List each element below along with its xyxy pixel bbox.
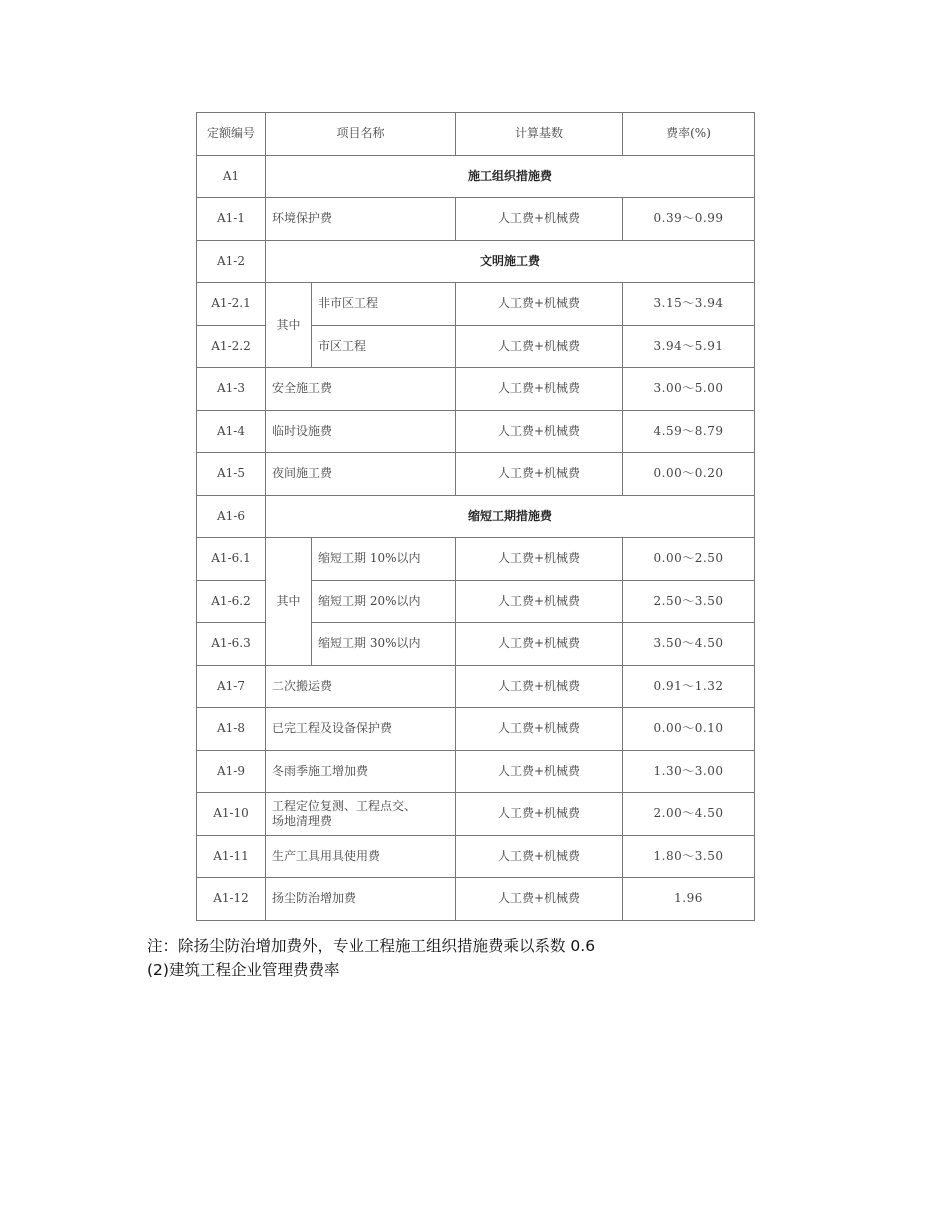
table-header-row bbox=[197, 113, 755, 156]
row-name: 缩短工期 30%以内 bbox=[312, 623, 456, 666]
row-base: 人工费+机械费 bbox=[456, 368, 623, 411]
table-row bbox=[197, 665, 755, 708]
row-name: 缩短工期 20%以内 bbox=[312, 580, 456, 623]
row-rate: 3.00～5.00 bbox=[623, 368, 755, 411]
notes-block bbox=[147, 934, 595, 982]
row-base: 人工费+机械费 bbox=[456, 538, 623, 581]
row-name bbox=[266, 793, 456, 836]
row-rate: 2.50～3.50 bbox=[623, 580, 755, 623]
row-name: 已完工程及设备保护费 bbox=[266, 708, 456, 751]
row-code: A1-6.3 bbox=[197, 623, 266, 666]
row-name: 夜间施工费 bbox=[266, 453, 456, 496]
row-base: 人工费+机械费 bbox=[456, 793, 623, 836]
row-rate: 0.91～1.32 bbox=[623, 665, 755, 708]
table-row bbox=[197, 283, 755, 326]
row-rate: 0.39～0.99 bbox=[623, 198, 755, 241]
row-name: 临时设施费 bbox=[266, 410, 456, 453]
row-base: 人工费+机械费 bbox=[456, 453, 623, 496]
table-row bbox=[197, 835, 755, 878]
row-base: 人工费+机械费 bbox=[456, 325, 623, 368]
row-base: 人工费+机械费 bbox=[456, 623, 623, 666]
note-line: 注：除扬尘防治增加费外，专业工程施工组织措施费乘以系数 0.6 bbox=[147, 937, 596, 955]
qizhong-label: 其中 bbox=[266, 538, 312, 666]
section-title: 施工组织措施费 bbox=[266, 155, 755, 198]
row-name-line: 工程定位复测、工程点交、 bbox=[272, 798, 417, 813]
row-base: 人工费+机械费 bbox=[456, 198, 623, 241]
table-row bbox=[197, 878, 755, 921]
table-row bbox=[197, 538, 755, 581]
section-title: 缩短工期措施费 bbox=[266, 495, 755, 538]
row-code: A1-8 bbox=[197, 708, 266, 751]
fee-rate-table-container bbox=[196, 112, 754, 927]
table-row bbox=[197, 368, 755, 411]
row-code: A1-1 bbox=[197, 198, 266, 241]
row-code: A1-2.1 bbox=[197, 283, 266, 326]
section-heading: (2)建筑工程企业管理费费率 bbox=[147, 961, 340, 979]
row-base: 人工费+机械费 bbox=[456, 878, 623, 921]
row-rate: 0.00～2.50 bbox=[623, 538, 755, 581]
row-code: A1 bbox=[197, 155, 266, 198]
table-row bbox=[197, 240, 755, 283]
row-rate: 4.59～8.79 bbox=[623, 410, 755, 453]
table-row bbox=[197, 750, 755, 793]
table-row bbox=[197, 453, 755, 496]
row-code: A1-2 bbox=[197, 240, 266, 283]
table-row bbox=[197, 198, 755, 241]
row-code: A1-6.2 bbox=[197, 580, 266, 623]
row-base: 人工费+机械费 bbox=[456, 665, 623, 708]
row-rate: 0.00～0.20 bbox=[623, 453, 755, 496]
header-code: 定额编号 bbox=[197, 113, 266, 156]
row-base: 人工费+机械费 bbox=[456, 283, 623, 326]
table-row bbox=[197, 410, 755, 453]
row-code: A1-4 bbox=[197, 410, 266, 453]
row-code: A1-6.1 bbox=[197, 538, 266, 581]
row-code: A1-12 bbox=[197, 878, 266, 921]
row-base: 人工费+机械费 bbox=[456, 835, 623, 878]
row-rate: 1.30～3.00 bbox=[623, 750, 755, 793]
row-name: 环境保护费 bbox=[266, 198, 456, 241]
row-rate: 2.00～4.50 bbox=[623, 793, 755, 836]
row-code: A1-2.2 bbox=[197, 325, 266, 368]
row-code: A1-6 bbox=[197, 495, 266, 538]
row-rate: 1.80～3.50 bbox=[623, 835, 755, 878]
row-name-line: 场地清理费 bbox=[272, 813, 333, 828]
row-name: 安全施工费 bbox=[266, 368, 456, 411]
row-name: 市区工程 bbox=[312, 325, 456, 368]
row-code: A1-5 bbox=[197, 453, 266, 496]
fee-rate-table bbox=[196, 112, 755, 921]
row-name: 生产工具用具使用费 bbox=[266, 835, 456, 878]
row-name: 非市区工程 bbox=[312, 283, 456, 326]
header-name: 项目名称 bbox=[266, 113, 456, 156]
row-base: 人工费+机械费 bbox=[456, 708, 623, 751]
row-rate: 0.00～0.10 bbox=[623, 708, 755, 751]
row-rate: 3.15～3.94 bbox=[623, 283, 755, 326]
row-rate: 3.50～4.50 bbox=[623, 623, 755, 666]
row-name: 二次搬运费 bbox=[266, 665, 456, 708]
row-name: 缩短工期 10%以内 bbox=[312, 538, 456, 581]
row-rate: 1.96 bbox=[623, 878, 755, 921]
section-title: 文明施工费 bbox=[266, 240, 755, 283]
row-code: A1-7 bbox=[197, 665, 266, 708]
row-base: 人工费+机械费 bbox=[456, 580, 623, 623]
row-base: 人工费+机械费 bbox=[456, 410, 623, 453]
row-name: 冬雨季施工增加费 bbox=[266, 750, 456, 793]
row-code: A1-10 bbox=[197, 793, 266, 836]
row-code: A1-3 bbox=[197, 368, 266, 411]
table-row bbox=[197, 708, 755, 751]
qizhong-label: 其中 bbox=[266, 283, 312, 368]
header-base: 计算基数 bbox=[456, 113, 623, 156]
row-name: 扬尘防治增加费 bbox=[266, 878, 456, 921]
table-row bbox=[197, 495, 755, 538]
row-rate: 3.94～5.91 bbox=[623, 325, 755, 368]
row-code: A1-11 bbox=[197, 835, 266, 878]
table-row bbox=[197, 155, 755, 198]
header-rate: 费率(%) bbox=[623, 113, 755, 156]
table-row bbox=[197, 793, 755, 836]
row-code: A1-9 bbox=[197, 750, 266, 793]
row-base: 人工费+机械费 bbox=[456, 750, 623, 793]
